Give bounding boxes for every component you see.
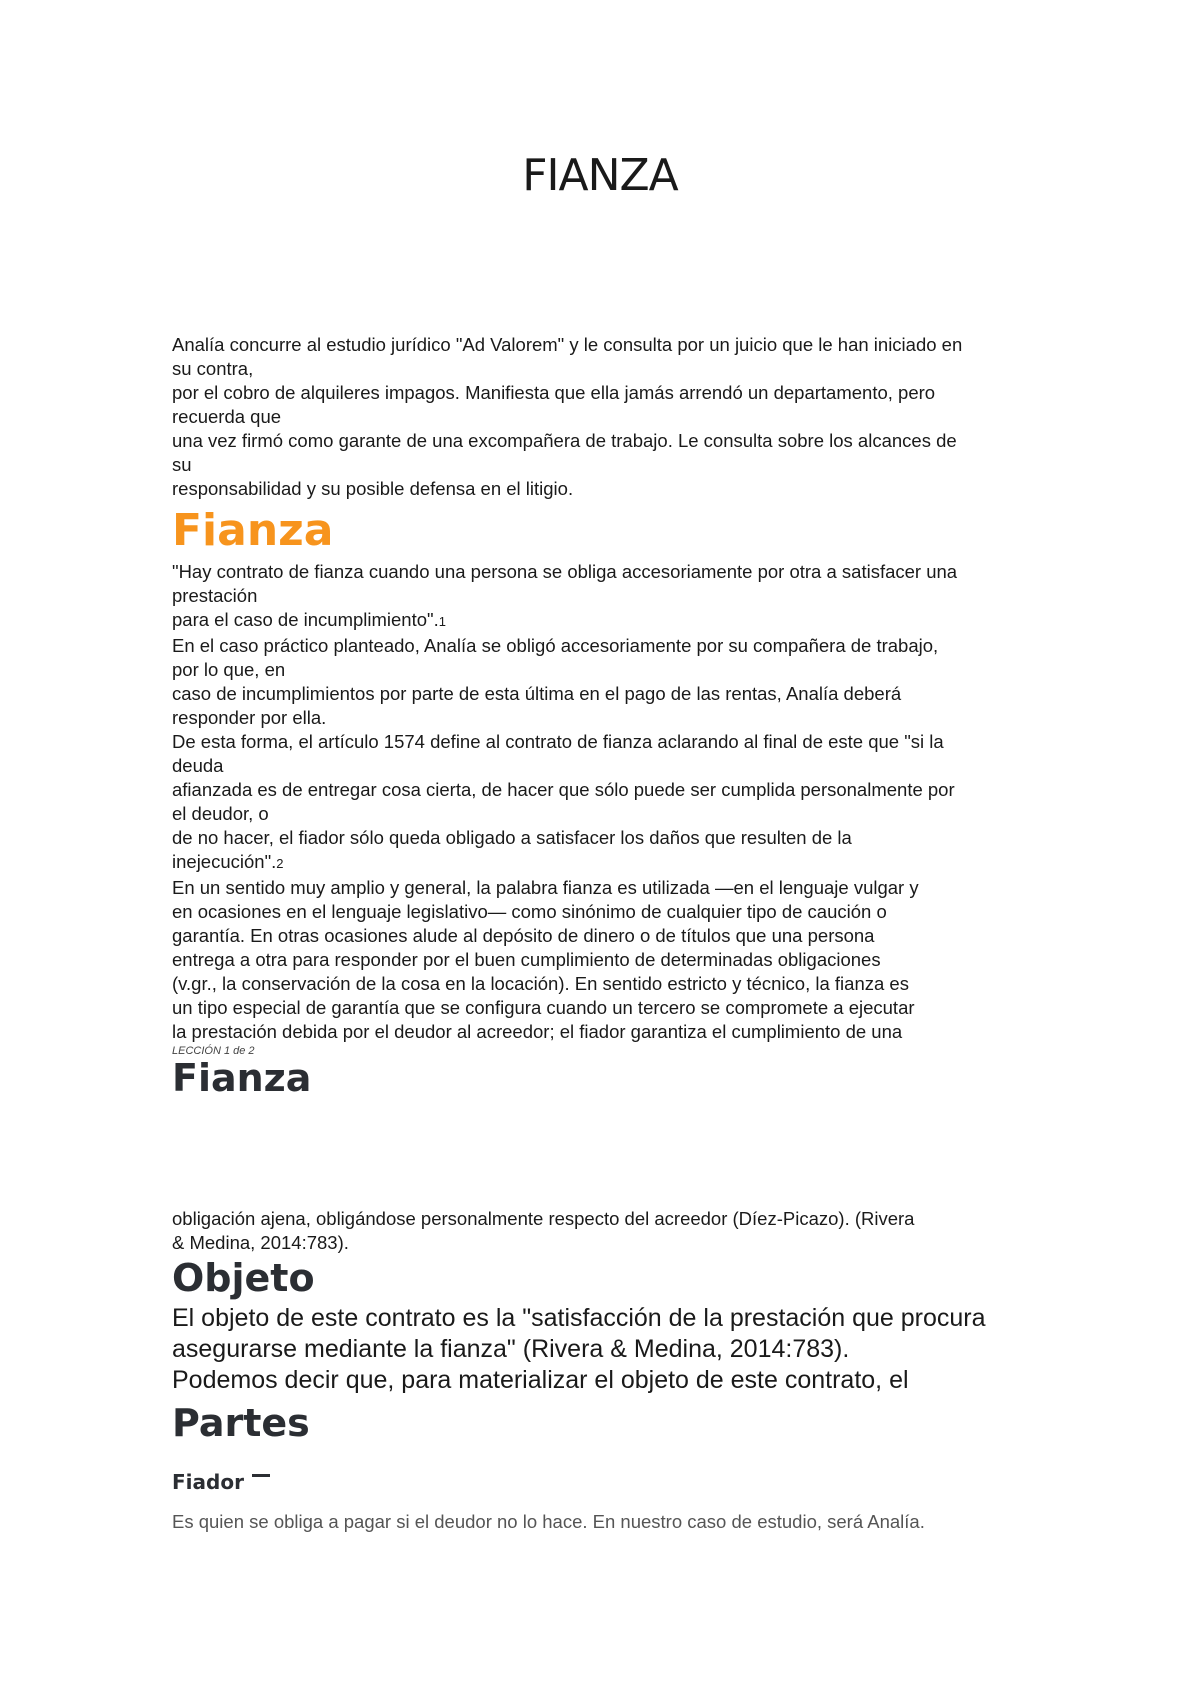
body-line: obligación ajena, obligándose personalmente respecto del acreedor (Díez-Picazo). (Rivera xyxy=(172,1208,915,1229)
body-line: en ocasiones en el lenguaje legislativo— como sinónimo de cualquier tipo de caución o xyxy=(172,901,887,922)
intro-line: responsabilidad y su posible defensa en el litigio. xyxy=(172,478,574,499)
body-line: deuda xyxy=(172,755,224,776)
intro-line: una vez firmó como garante de una excompañera de trabajo. Le consulta sobre los alcances de xyxy=(172,430,957,451)
section-partes xyxy=(172,1400,1052,1446)
section-fianza-2-body xyxy=(172,1207,1052,1255)
lesson-label: LECCIÓN 1 de 2 xyxy=(172,1045,255,1057)
body-line: "Hay contrato de fianza cuando una persona se obliga accesoriamente por otra a satisfacer una xyxy=(172,561,958,582)
body-line: afianzada es de entregar cosa cierta, de hacer que sólo puede ser cumplida personalmente por xyxy=(172,779,955,800)
body-line: responder por ella. xyxy=(172,707,327,728)
body-line xyxy=(172,850,1052,876)
section-heading-objeto: Objeto xyxy=(172,1256,315,1300)
dash-icon xyxy=(252,1474,270,1477)
body-line: prestación xyxy=(172,585,258,606)
body-line: el deudor, o xyxy=(172,803,269,824)
body-line-text: para el caso de incumplimiento". xyxy=(172,609,439,630)
section-heading-fianza-2: Fianza xyxy=(172,1056,312,1100)
body-line xyxy=(172,608,1052,634)
intro-line: recuerda que xyxy=(172,406,282,427)
intro-line: Analía concurre al estudio jurídico "Ad Valorem" y le consulta por un juicio que le han iniciado en xyxy=(172,334,963,355)
body-line-large: El objeto de este contrato es la "satisfacción de la prestación que procura xyxy=(172,1304,986,1332)
footnote-ref[interactable]: 2 xyxy=(276,856,284,871)
body-line-large: asegurarse mediante la fianza" (Rivera & Medina, 2014:783). xyxy=(172,1335,850,1363)
section-fianza xyxy=(172,505,1052,557)
body-line-large: Podemos decir que, para materializar el objeto de este contrato, el xyxy=(172,1366,909,1394)
section-fianza-body xyxy=(172,560,1052,1058)
body-line: En un sentido muy amplio y general, la palabra fianza es utilizada —en el lenguaje vulgar y xyxy=(172,877,919,898)
section-heading-fianza: Fianza xyxy=(172,505,334,556)
body-line: De esta forma, el artículo 1574 define al contrato de fianza aclarando al final de este que "si la xyxy=(172,731,944,752)
body-line: garantía. En otras ocasiones alude al depósito de dinero o de títulos que una persona xyxy=(172,925,875,946)
body-line: por lo que, en xyxy=(172,659,286,680)
footnote-ref[interactable]: 1 xyxy=(438,614,446,629)
section-objeto-body xyxy=(172,1303,1052,1396)
intro-line: su xyxy=(172,454,192,475)
section-objeto xyxy=(172,1255,1052,1301)
body-line-text: inejecución". xyxy=(172,851,277,872)
body-line: entrega a otra para responder por el buen cumplimiento de determinadas obligaciones xyxy=(172,949,881,970)
body-line: la prestación debida por el deudor al acreedor; el fiador garantiza el cumplimiento de una xyxy=(172,1021,903,1042)
intro-line: su contra, xyxy=(172,358,254,379)
body-line: caso de incumplimientos por parte de esta última en el pago de las rentas, Analía deberá xyxy=(172,683,902,704)
body-line: & Medina, 2014:783). xyxy=(172,1232,349,1253)
body-line: de no hacer, el fiador sólo queda obligado a satisfacer los daños que resulten de la xyxy=(172,827,852,848)
intro-line: por el cobro de alquileres impagos. Manifiesta que ella jamás arrendó un departamento, pero xyxy=(172,382,936,403)
document-title: FIANZA xyxy=(522,150,678,201)
intro-paragraph xyxy=(172,333,1052,501)
body-line: un tipo especial de garantía que se configura cuando un tercero se compromete a ejecutar xyxy=(172,997,915,1018)
body-line: Es quien se obliga a pagar si el deudor no lo hace. En nuestro caso de estudio, será Analía. xyxy=(172,1511,925,1532)
subsection-fiador xyxy=(172,1470,1052,1494)
subsection-heading-text: Fiador xyxy=(172,1470,244,1494)
subsection-heading-fiador xyxy=(172,1470,1052,1494)
section-heading-partes: Partes xyxy=(172,1401,310,1445)
section-fianza-2 xyxy=(172,1055,1052,1101)
subsection-fiador-body xyxy=(172,1510,1052,1534)
body-line: (v.gr., la conservación de la cosa en la locación). En sentido estricto y técnico, la fianza es xyxy=(172,973,909,994)
body-line: En el caso práctico planteado, Analía se obligó accesoriamente por su compañera de trabajo, xyxy=(172,635,939,656)
